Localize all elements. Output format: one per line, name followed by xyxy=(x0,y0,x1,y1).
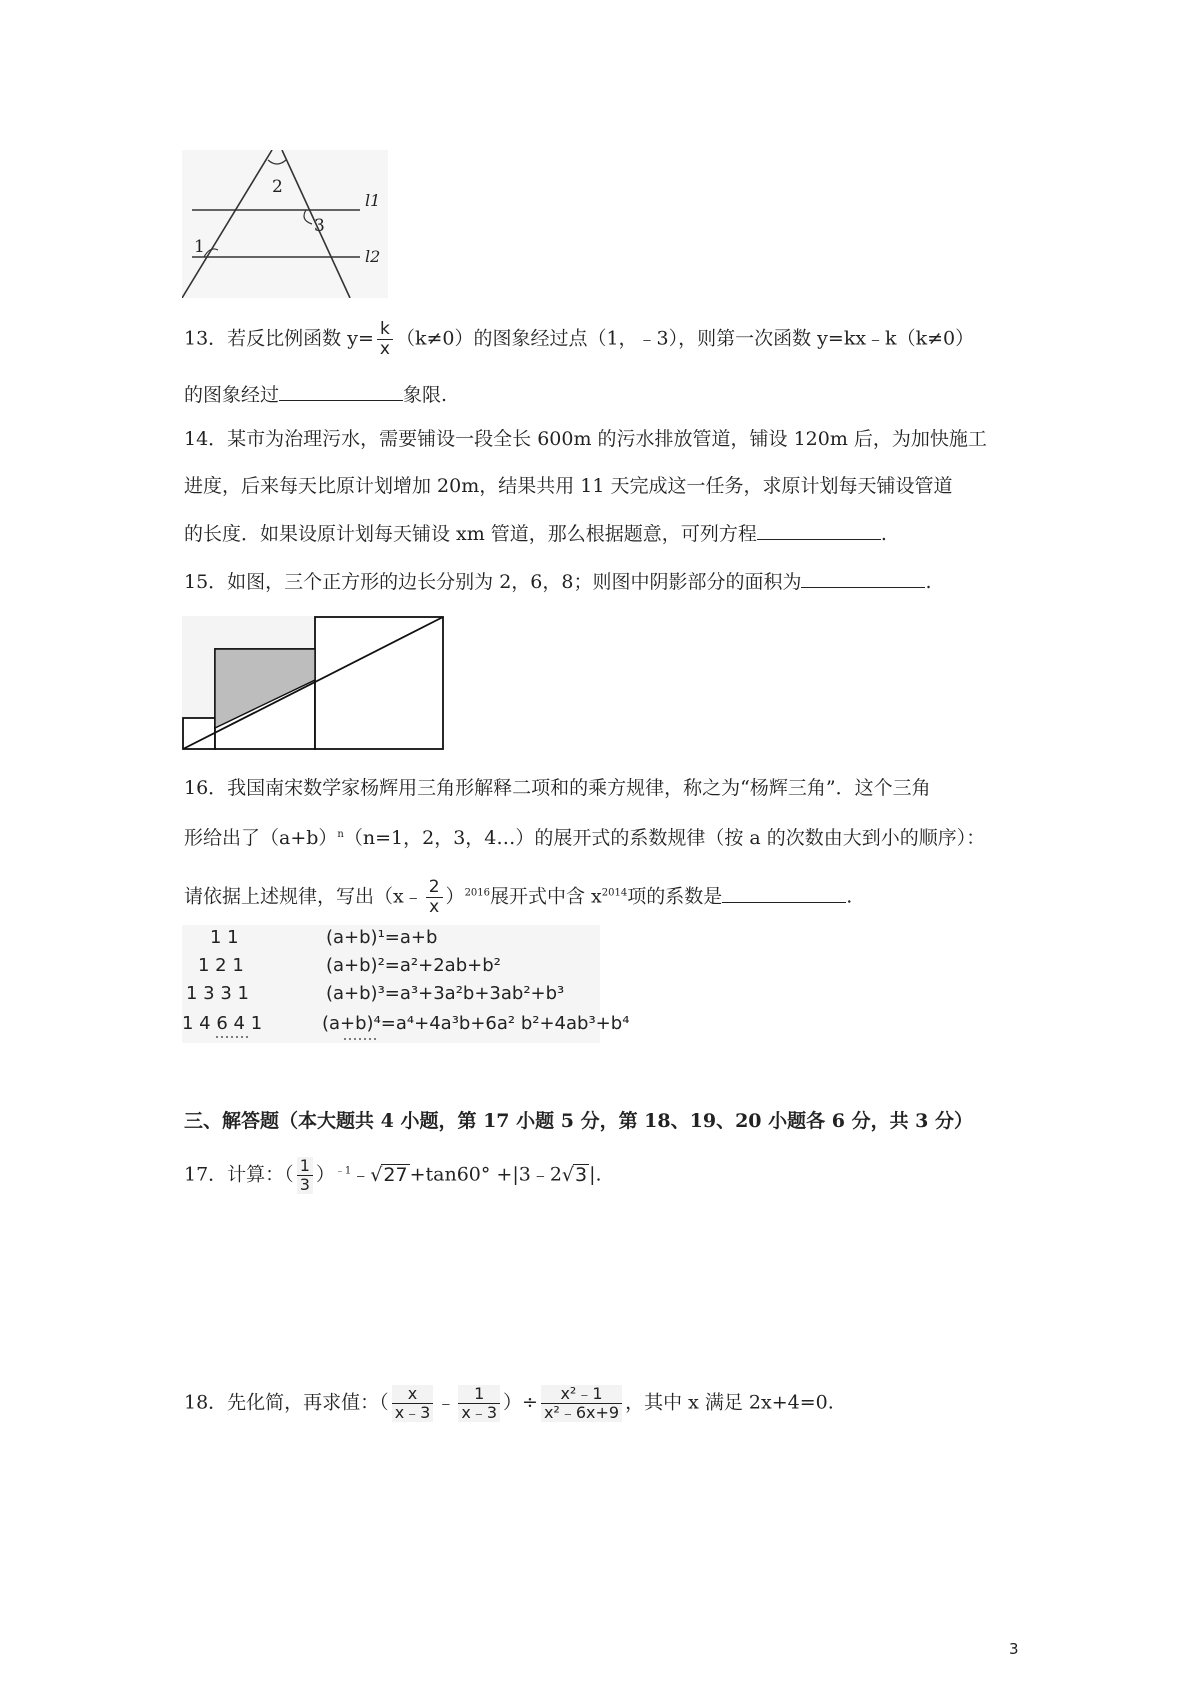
q16-exponent-n: n xyxy=(337,829,344,840)
q15-suffix: . xyxy=(925,571,932,593)
parallel-lines-diagram xyxy=(182,150,388,298)
q16-answer-blank[interactable] xyxy=(722,884,846,903)
question-18 xyxy=(184,1385,834,1422)
q17-minus: ﹣ xyxy=(351,1163,371,1186)
expansion-3: (a+b)³=a³+3a²b+3ab²+b³ xyxy=(326,983,565,1004)
q16-line3-e: . xyxy=(846,885,853,908)
q14-answer-blank[interactable] xyxy=(757,521,881,540)
q17-frac-num: 1 xyxy=(297,1157,313,1176)
q17-after-frac: ） xyxy=(315,1163,335,1186)
q17-sqrt-3: √3 xyxy=(561,1163,588,1186)
angle-3-label: 3 xyxy=(314,216,325,236)
q17-fraction xyxy=(297,1157,313,1194)
expansion-4: (a+b)⁴=a⁴+4a³b+6a² b²+4ab³+b⁴ xyxy=(322,1013,630,1034)
pascal-row-4: 1 4 6 4 1 xyxy=(182,1013,263,1034)
q18-op2: ）÷ xyxy=(503,1391,538,1414)
dotted-underlines xyxy=(182,925,600,1043)
q16-line2-b: （n=1，2，3，4…）的展开式的系数规律（按 a 的次数由大到小的顺序）： xyxy=(343,827,986,849)
line-l1-label: l1 xyxy=(365,191,381,210)
question-14-line2: 进度，后来每天比原计划增加 20m，结果共用 11 天完成这一任务，求原计划每天铺设管道 xyxy=(184,475,953,497)
q13-line2-prefix: 的图象经过 xyxy=(184,384,280,406)
angle-2-label: 2 xyxy=(272,177,283,197)
angle-1-arc xyxy=(204,249,218,257)
question-16-line3 xyxy=(184,878,852,917)
question-14-line1: 14．某市为治理污水，需要铺设一段全长 600m 的污水排放管道，铺设 120m 后，为加快施工 xyxy=(184,428,987,450)
page-number: 3 xyxy=(1009,1640,1019,1658)
question-13-line2 xyxy=(184,382,447,408)
q13-line2-suffix: 象限. xyxy=(403,384,448,406)
pascal-triangle-figure xyxy=(182,925,630,1043)
q15-prefix: 15．如图，三个正方形的边长分别为 2，6，8；则图中阴影部分的面积为 xyxy=(184,571,802,593)
q18-fraction-1: $\frac{x}{x﹣3}$ xyxy=(392,1385,434,1422)
q13-fraction xyxy=(377,320,393,359)
q13-prefix: 13．若反比例函数 y= xyxy=(184,327,374,350)
q17-end: |. xyxy=(589,1163,602,1186)
q15-answer-blank[interactable] xyxy=(801,569,925,588)
q18-op1: ﹣ xyxy=(436,1391,456,1414)
expansion-1: (a+b)¹=a+b xyxy=(326,927,438,948)
q17-sqrt-27: √27 xyxy=(370,1163,408,1186)
q16-line3-b: ） xyxy=(445,885,465,908)
expansion-2: (a+b)²=a²+2ab+b² xyxy=(326,955,501,976)
question-15 xyxy=(184,569,932,595)
question-17 xyxy=(184,1157,602,1194)
q14-line3-prefix: 的长度．如果设原计划每天铺设 xm 管道，那么根据题意，可列方程 xyxy=(184,523,757,545)
question-16-line1: 16．我国南宋数学家杨辉用三角形解释二项和的乘方规律，称之为“杨辉三角”．这个三角 xyxy=(184,777,931,799)
q17-prefix: 17．计算：（ xyxy=(184,1163,294,1186)
pascal-row-3: 1 3 3 1 xyxy=(186,983,249,1004)
q16-fraction xyxy=(426,878,443,917)
angle-2-arc xyxy=(268,160,286,164)
q17-frac-den: 3 xyxy=(299,1175,310,1194)
small-square xyxy=(183,718,215,749)
q13-middle: （k≠0）的图象经过点（1，﹣3），则第一次函数 y=kx﹣k（k≠0） xyxy=(395,327,975,350)
large-square xyxy=(315,617,443,749)
q18-fraction-3: $\frac{\text{x²﹣1}}{\text{x²﹣6x+9}}$ xyxy=(541,1385,622,1422)
q16-line3-d: 项的系数是 xyxy=(627,885,723,908)
q17-exponent: ﹣1 xyxy=(334,1165,352,1177)
pascal-row-2: 1 2 1 xyxy=(198,955,244,976)
q16-exponent-2016: 2016 xyxy=(464,887,491,899)
q16-frac-den: x xyxy=(429,897,440,917)
q16-exponent-2014: 2014 xyxy=(601,887,628,899)
q18-fraction-2: $\frac{1}{x﹣3}$ xyxy=(458,1385,500,1422)
q18-suffix: ，其中 x 满足 2x+4=0. xyxy=(625,1391,834,1414)
q13-frac-num: k xyxy=(377,320,393,340)
pascal-row-1: 1 1 xyxy=(210,927,239,948)
question-16-line2 xyxy=(184,822,985,851)
q17-mid: +tan60° +|3﹣2 xyxy=(409,1163,562,1186)
angle-1-label: 1 xyxy=(194,237,205,257)
q16-frac-num: 2 xyxy=(426,878,443,898)
q13-frac-den: x xyxy=(379,339,390,359)
squares-figure xyxy=(182,616,444,750)
question-13-line1 xyxy=(184,320,974,359)
q16-line2-a: 形给出了（a+b） xyxy=(184,827,338,849)
q16-line3-a: 请依据上述规律，写出（x﹣ xyxy=(184,885,423,908)
parallel-lines-figure xyxy=(182,150,388,298)
three-squares-diagram xyxy=(182,616,444,750)
transversal-left xyxy=(182,150,272,298)
section-3-title: 三、解答题（本大题共 4 小题，第 17 小题 5 分，第 18、19、20 小题各 6 分，共 3 分） xyxy=(184,1110,974,1132)
q13-answer-blank[interactable] xyxy=(279,382,403,401)
line-l2-label: l2 xyxy=(365,247,381,266)
q16-line3-c: 展开式中含 x xyxy=(490,885,602,908)
q18-prefix: 18．先化简，再求值：（ xyxy=(184,1391,389,1414)
question-14-line3 xyxy=(184,521,887,547)
q14-line3-suffix: . xyxy=(880,523,887,545)
